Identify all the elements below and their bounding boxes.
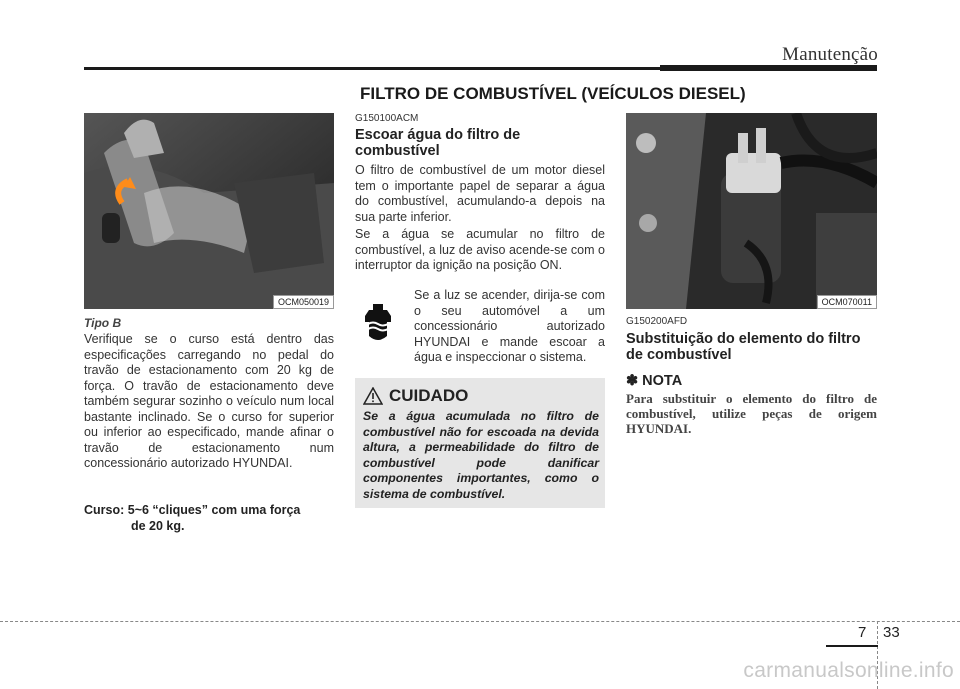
- section-title: FILTRO DE COMBUSTÍVEL (VEÍCULOS DIESEL): [360, 84, 746, 103]
- section-code: G150100ACM: [355, 113, 419, 124]
- parking-brake-image: [84, 113, 334, 309]
- header-rule-accent: [660, 65, 877, 71]
- fuel-filter-water-warning-icon: [363, 302, 393, 346]
- watermark: carmanualsonline.info: [743, 659, 954, 682]
- paragraph-3: Se a luz se acender, dirija-se com o seu automóvel a um concessionário autorizado HYUNDAI e mande escoar a água e inspeccionar o sistema.: [414, 288, 605, 364]
- parking-brake-illustration: [84, 113, 334, 309]
- caution-box: [355, 378, 605, 508]
- note-title: ✽ NOTA: [626, 373, 683, 389]
- caution-title: CUIDADO: [389, 386, 469, 405]
- curso-spec-line2: de 20 kg.: [131, 519, 185, 533]
- section-code-right: G150200AFD: [626, 316, 688, 327]
- curso-spec-line1: Curso: 5~6 “cliques” com uma força: [84, 503, 301, 517]
- image-caption: Tipo B: [84, 316, 122, 330]
- parking-brake-paragraph: Verifique se o curso está dentro das especificações carregando no pedal do travão de estacionamento com 20 kg de força. O travão de estacionamento deve também segurar sozinho o veículo num local bastante inclinado. Se o curso for superior ou inferior ao especificado, mande afinar o travão de estacionamento num concessionário autorizado HYUNDAI.: [84, 332, 334, 470]
- subsection-title: Escoar água do filtro de combustível: [355, 127, 521, 159]
- fuel-filter-illustration: [626, 113, 877, 309]
- engine-fuel-filter-image: [626, 113, 877, 309]
- image-label-right: OCM070011: [817, 295, 877, 309]
- footer-rule: [826, 645, 878, 647]
- curso-spec: [84, 502, 334, 534]
- note-text: Para substituir o elemento do filtro de combustível, utilize peças de origem HYUNDAI.: [626, 391, 877, 436]
- page-header-title: Manutenção: [782, 44, 878, 65]
- paragraph-2: Se a água se acumular no filtro de combustível, a luz de aviso acende-se com o interruptor da ignição na posição ON.: [355, 227, 605, 272]
- caution-triangle-icon: [363, 387, 383, 405]
- footer-dashed-line: [0, 621, 960, 622]
- image-label-left: OCM050019: [273, 295, 334, 309]
- page-number: 33: [883, 624, 900, 641]
- caution-text: Se a água acumulada no filtro de combustível não for escoada na devida altura, a permeabilidade do filtro de combustível pode danificar componentes importantes, como o sistema de combustível.: [363, 409, 599, 501]
- chapter-number: 7: [858, 624, 867, 641]
- subsection-title-right: Substituição do elemento do filtro de combustível: [626, 331, 861, 363]
- paragraph-1: O filtro de combustível de um motor diesel tem o importante papel de separar a água do combustível, acumulando-a depois na sua parte inferior.: [355, 163, 605, 224]
